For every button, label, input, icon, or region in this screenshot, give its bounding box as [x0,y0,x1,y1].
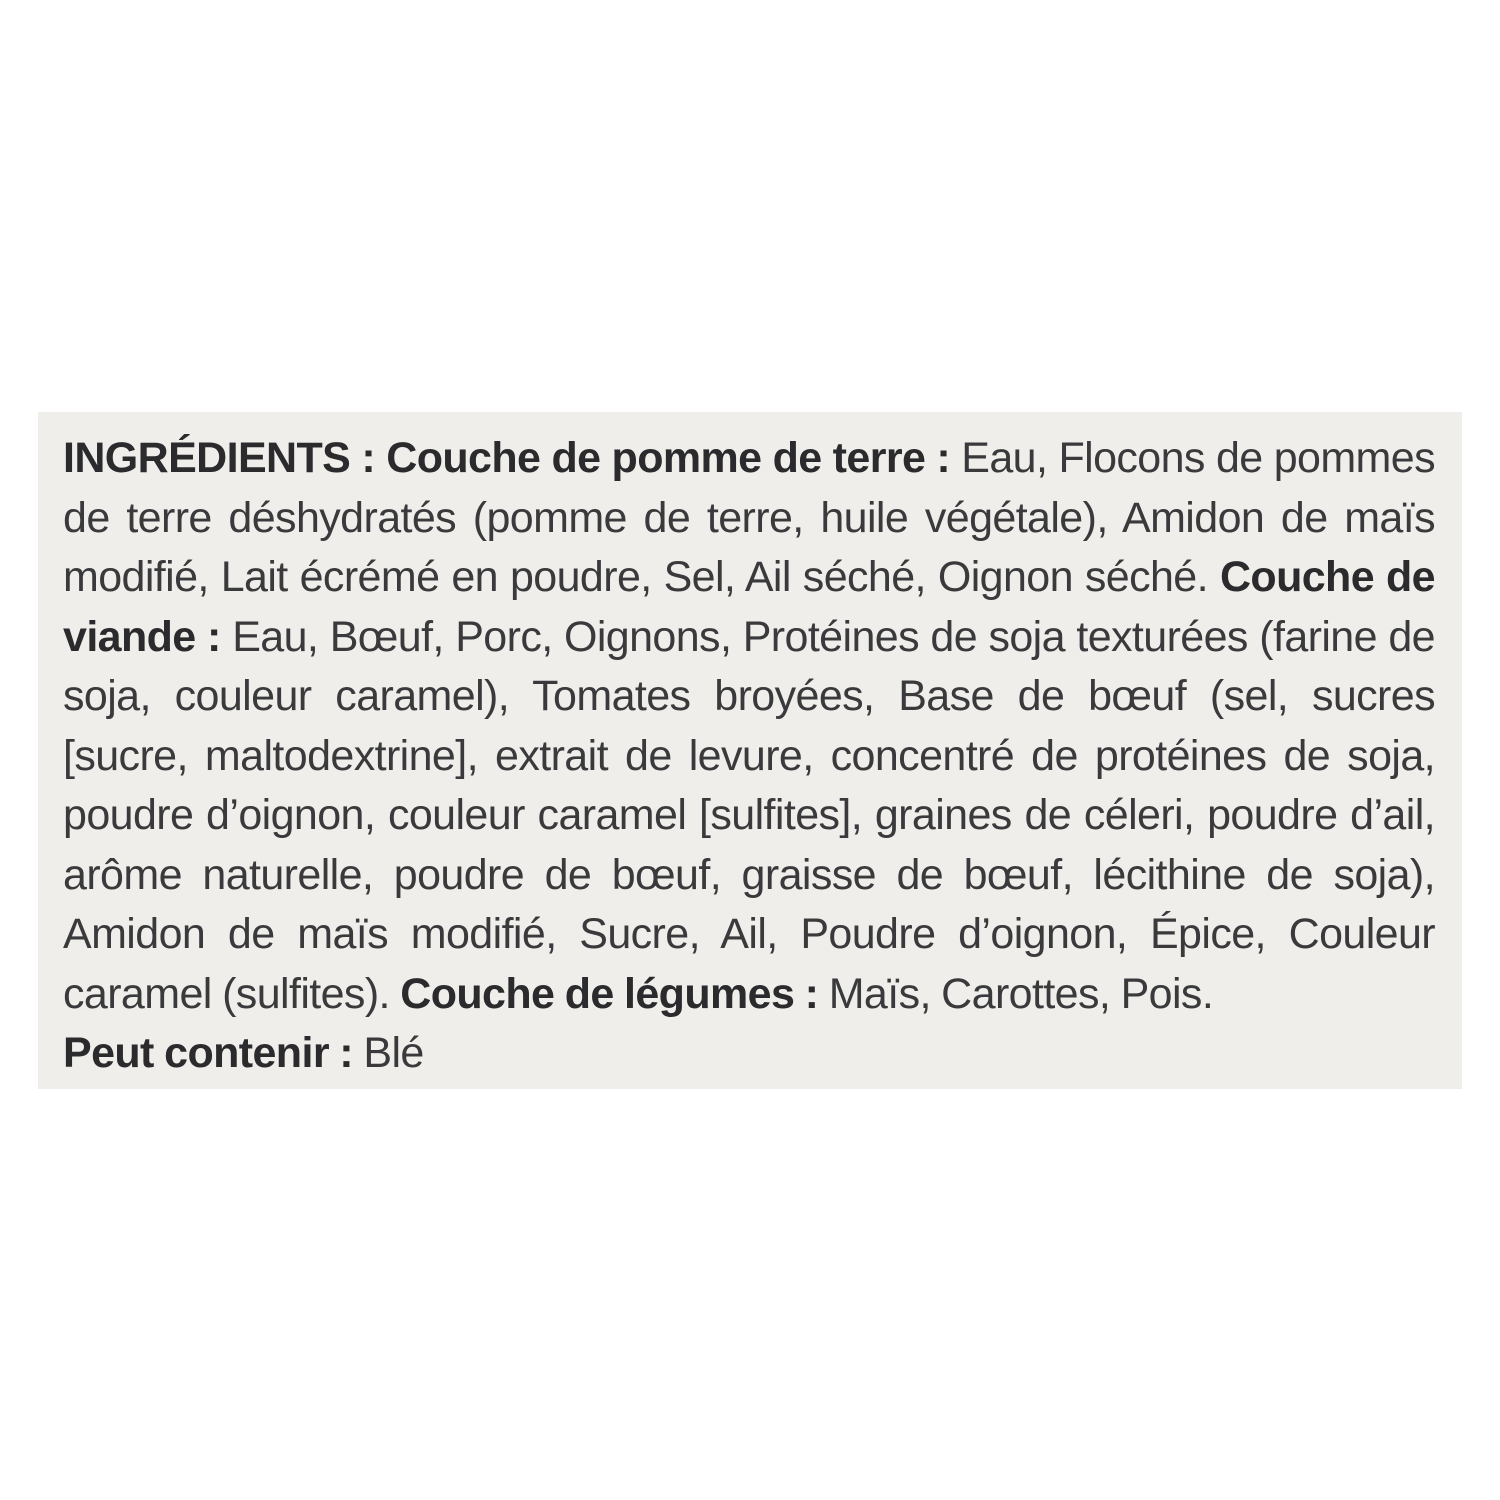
meat-layer-text: Eau, Bœuf, Porc, Oignons, Protéines de soja texturées (farine de soja, couleur caramel), Tomates broyées, Base de bœuf (sel, sucres [sucre, maltodextrine], extrait de levure, concentré de protéines de soja, poudre d’oignon, couleur caramel [sulfites], graines de céleri, poudre d’ail, arôme naturelle, poudre de bœuf, graisse de bœuf, lécithine de soja), Amidon de maïs modifié, Sucre, Ail, Poudre d’oignon, Épice, Couleur caramel (sulfites). [63,612,1435,1018]
potato-layer-heading: Couche de pomme de terre : [386,434,951,482]
may-contain-heading: Peut contenir : [63,1029,354,1077]
ingredients-heading: INGRÉDIENTS : [63,434,376,482]
ingredients-label-panel [38,412,1462,1089]
ingredients-paragraph [63,429,1435,1084]
may-contain-text: Blé [363,1029,424,1077]
vegetable-layer-text: Maïs, Carottes, Pois. [828,969,1214,1018]
potato-layer-text: Eau, Flocons de pommes de terre déshydratés (pomme de terre, huile végétale), Amidon de maïs modifié, Lait écrémé en poudre, Sel, Ail séché, Oignon séché. [63,434,1435,601]
vegetable-layer-heading: Couche de légumes : [400,969,819,1018]
meat-layer-heading: Couche de viande : [63,553,1435,661]
